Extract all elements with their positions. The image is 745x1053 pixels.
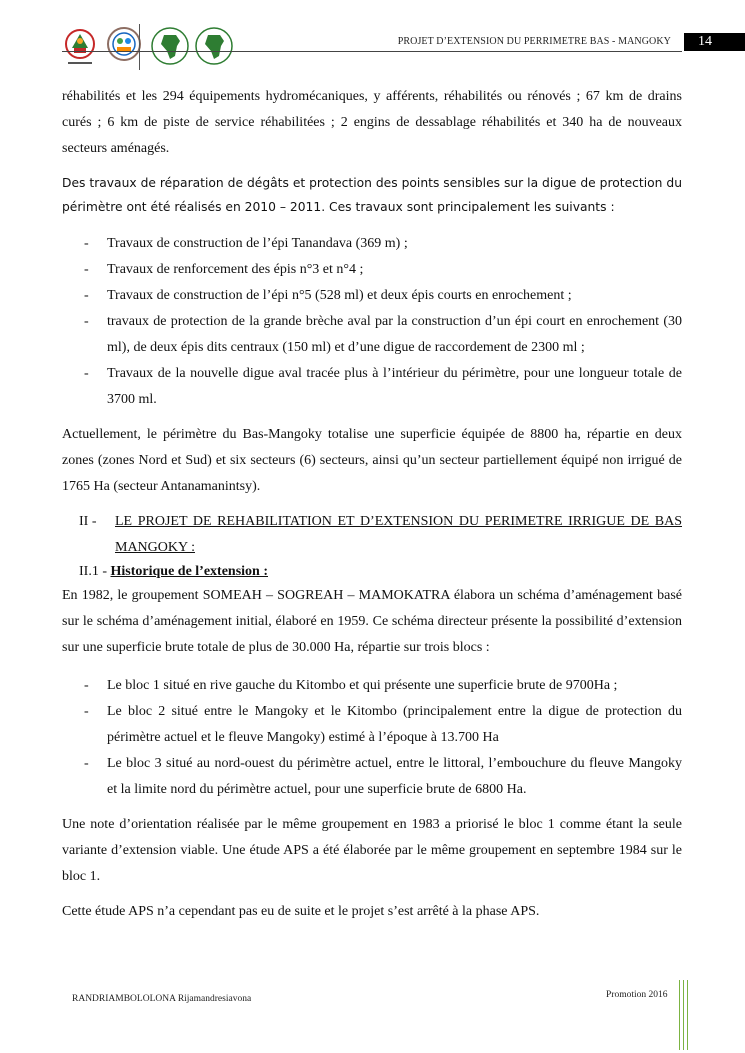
list-item: - Le bloc 3 situé au nord-ouest du périmètre actuel, entre le littoral, l’embouchure du fleuve Mangoky et la limite nord du périmètre actuel, pour une superficie brute de 6800 Ha. — [62, 751, 682, 803]
section-number: II - — [79, 514, 97, 529]
paragraph-2: Des travaux de réparation de dégâts et protection des points sensibles sur la digue de protection du périmètre ont été réalisés en 2010 – 2011. Ces travaux sont principalement les suivants : — [62, 176, 682, 214]
paragraph-6: Cette étude APS n’a cependant pas eu de suite et le projet s’est arrêté à la phase APS. — [62, 904, 540, 919]
header-rule — [62, 51, 682, 52]
header-logos — [62, 26, 242, 70]
subsection-title: Historique de l’extension : — [110, 564, 268, 579]
list-item: - travaux de protection de la grande brèche aval par la construction d’un épi court en enrochement (30 ml), de deux épis dits centraux (150 ml) et d’une digue de raccordement de 2300 ml ; — [62, 309, 682, 361]
header-divider — [139, 24, 140, 70]
page-header — [0, 0, 745, 80]
section-heading-2 — [62, 509, 682, 561]
paragraph-5: Une note d’orientation réalisée par le même groupement en 1983 a priorisé le bloc 1 comme étant la seule variante d’extension viable. Une étude APS a été élaborée par le même groupement en septembre 1984 sur le bloc 1. — [62, 817, 682, 884]
list-item: - Travaux de renforcement des épis n°3 et n°4 ; — [62, 257, 682, 283]
university-logo — [62, 26, 98, 68]
subsection-heading-2-1 — [62, 561, 682, 583]
africa-map-logo — [150, 26, 190, 66]
subsection-number: II.1 - — [79, 564, 107, 579]
list-item: - Travaux de la nouvelle digue aval tracée plus à l’intérieur du périmètre, pour une longueur totale de 3700 ml. — [62, 361, 682, 413]
works-list — [62, 231, 682, 413]
footer-author: RANDRIAMBOLOLONA Rijamandresiavona — [72, 994, 252, 1004]
page-number: 14 — [684, 33, 745, 51]
africa-map-logo — [194, 26, 234, 66]
list-bullet: - — [84, 366, 89, 381]
header-title: PROJET D’EXTENSION DU PERRIMETRE BAS - MANGOKY — [397, 36, 671, 47]
list-item: - Le bloc 1 situé en rive gauche du Kitombo et qui présente une superficie brute de 9700Ha ; — [62, 673, 682, 699]
list-bullet: - — [84, 262, 89, 277]
list-bullet: - — [84, 704, 89, 719]
list-item: - Le bloc 2 situé entre le Mangoky et le Kitombo (principalement entre la digue de protection du périmètre actuel et le fleuve Mangoky) estimé à l’époque à 13.700 Ha — [62, 699, 682, 751]
list-bullet: - — [84, 678, 89, 693]
paragraph-1: réhabilités et les 294 équipements hydromécaniques, y afférents, réhabilités ou rénovés ; 67 km de drains curés ; 6 km de piste de service réhabilitées ; 2 engins de dessablage réhabilités et 340 ha de nouveaux secteurs aménagés. — [62, 89, 682, 156]
list-bullet: - — [84, 236, 89, 251]
paragraph-4: En 1982, le groupement SOMEAH – SOGREAH – MAMOKATRA élabora un schéma d’aménagement basé sur le schéma d’aménagement initial, élaboré en 1959. Ce schéma directeur présente la possibilité d’extension sur une superficie brute totale de plus de 30.000 Ha, répartie sur trois blocs : — [62, 588, 682, 655]
list-bullet: - — [84, 756, 89, 771]
list-item: - Travaux de construction de l’épi n°5 (528 ml) et deux épis courts en enrochement ; — [62, 283, 682, 309]
section-title: LE PROJET DE REHABILITATION ET D’EXTENSION DU PERIMETRE IRRIGUE DE BAS MANGOKY : — [115, 514, 682, 555]
list-item: - Travaux de construction de l’épi Tanandava (369 m) ; — [62, 231, 682, 257]
blocks-list — [62, 673, 682, 803]
page-content — [62, 84, 682, 925]
footer-decoration — [679, 980, 691, 1050]
list-bullet: - — [84, 314, 89, 329]
footer-promotion: Promotion 2016 — [606, 990, 668, 1000]
school-logo — [106, 26, 142, 64]
list-bullet: - — [84, 288, 89, 303]
paragraph-3: Actuellement, le périmètre du Bas-Mangoky totalise une superficie équipée de 8800 ha, répartie en deux zones (zones Nord et Sud) et six secteurs (6) secteurs, ainsi qu’un secteur partiellement équipé non irrigué de 1765 Ha (secteur Antanamanintsy). — [62, 427, 682, 494]
